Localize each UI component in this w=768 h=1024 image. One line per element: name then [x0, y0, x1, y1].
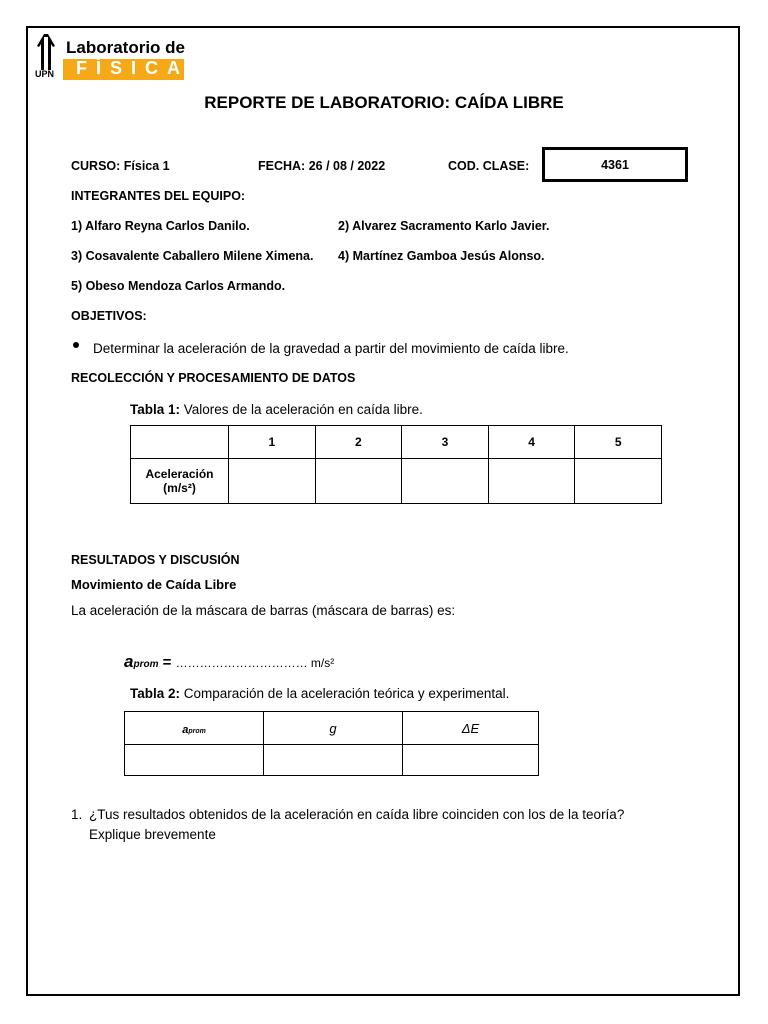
cod-clase-value: 4361	[601, 157, 629, 172]
resultados-heading: RESULTADOS Y DISCUSIÓN	[71, 553, 240, 567]
tabla1-value-cell[interactable]	[315, 459, 402, 504]
logo-title: Laboratorio de	[66, 38, 186, 57]
aprom-symbol: a	[124, 652, 134, 671]
tabla1-caption-text: Valores de la aceleración en caída libre.	[180, 402, 423, 417]
tabla1-header-cell: 2	[315, 426, 402, 459]
tabla2-header-delta: ΔE	[403, 712, 539, 745]
tabla2-caption-text: Comparación de la aceleración teórica y experimental.	[180, 686, 510, 701]
tabla2	[124, 711, 539, 776]
tabla1-header-cell	[131, 426, 229, 459]
cod-clase-box	[542, 147, 688, 182]
aprom-subscript: prom	[133, 659, 159, 670]
curso-field: CURSO: Física 1	[71, 159, 170, 173]
tabla2-label: Tabla 2:	[130, 686, 181, 701]
tabla2-aprom-sub: prom	[188, 727, 206, 735]
tabla1-value-cell[interactable]	[402, 459, 489, 504]
resultados-subheading: Movimiento de Caída Libre	[71, 577, 237, 592]
tabla2-aprom-symbol: a	[182, 723, 189, 736]
objetivo-item: Determinar la aceleración de la gravedad a partir del movimiento de caída libre.	[93, 341, 569, 356]
tabla2-header-g: g	[264, 712, 403, 745]
pregunta-line1: ¿Tus resultados obtenidos de la aceleración en caída libre coinciden con los de la teoría?	[89, 807, 625, 822]
logo-fisica: FÍSICA	[76, 58, 190, 78]
objetivos-heading: OBJETIVOS:	[71, 309, 147, 323]
page-title: REPORTE DE LABORATORIO: CAÍDA LIBRE	[204, 93, 564, 112]
logo-upn-badge: UPN	[35, 69, 55, 79]
tabla1-row-label-line1: Aceleración	[145, 467, 214, 481]
fecha-field: FECHA: 26 / 08 / 2022	[258, 159, 386, 173]
aprom-line	[124, 652, 334, 672]
tabla1-caption	[130, 402, 423, 417]
tabla1-header-cell: 5	[575, 426, 662, 459]
upn-logo-mark	[35, 32, 63, 70]
team-member-4: 4) Martínez Gamboa Jesús Alonso.	[338, 249, 545, 263]
pregunta-line2: Explique brevemente	[89, 827, 216, 842]
tabla2-caption	[130, 686, 509, 701]
tabla1-value-cell[interactable]	[488, 459, 575, 504]
tabla1-value-cell[interactable]	[229, 459, 316, 504]
team-member-2: 2) Alvarez Sacramento Karlo Javier.	[338, 219, 550, 233]
cod-clase-label: COD. CLASE:	[448, 159, 530, 173]
tabla1-row-label	[131, 459, 229, 504]
aprom-equals: =	[158, 654, 176, 671]
tabla2-value-cell[interactable]	[403, 745, 539, 776]
team-member-1: 1) Alfaro Reyna Carlos Danilo.	[71, 219, 250, 233]
tabla1-header-cell: 4	[488, 426, 575, 459]
tabla2-value-cell[interactable]	[264, 745, 403, 776]
resultados-text: La aceleración de la máscara de barras (máscara de barras) es:	[71, 603, 456, 618]
tabla2-header-aprom	[125, 712, 264, 745]
tabla1-header-cell: 1	[229, 426, 316, 459]
aprom-blank: …………………………… m/s²	[175, 656, 335, 670]
tabla1-value-cell[interactable]	[575, 459, 662, 504]
datos-heading: RECOLECCIÓN Y PROCESAMIENTO DE DATOS	[71, 371, 356, 385]
tabla1	[130, 425, 662, 504]
tabla1-header-cell: 3	[402, 426, 489, 459]
tabla1-label: Tabla 1:	[130, 402, 181, 417]
team-member-5: 5) Obeso Mendoza Carlos Armando.	[71, 279, 286, 293]
pregunta-number: 1.	[71, 807, 83, 822]
team-heading: INTEGRANTES DEL EQUIPO:	[71, 189, 246, 203]
tabla2-value-cell[interactable]	[125, 745, 264, 776]
team-member-3: 3) Cosavalente Caballero Milene Ximena.	[71, 249, 314, 263]
bullet-icon	[73, 342, 79, 348]
tabla1-row-label-line2: (m/s²)	[163, 481, 196, 495]
